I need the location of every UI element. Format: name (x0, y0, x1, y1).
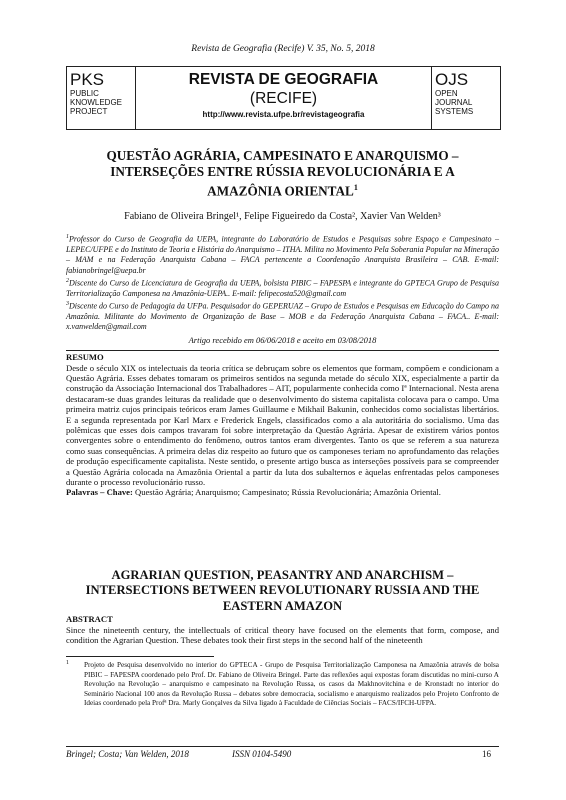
abstract-text: Since the nineteenth century, the intellectuals of critical theory have focused on the elements that form, compose, and condition the Agrarian Question. These debates took their first steps in the second half of the nineteenth (66, 624, 499, 645)
author-list: Fabiano de Oliveira Bringel¹, Felipe Figueiredo da Costa², Xavier Van Welden³ (124, 211, 441, 222)
affiliation-item (66, 232, 499, 276)
footnote (66, 661, 499, 709)
affiliation-mark: 2 (66, 277, 69, 284)
title-footnote-mark[interactable]: 1 (353, 183, 358, 192)
journal-title: REVISTA DE GEOGRAFIA (188, 71, 379, 88)
pkp-line: PROJECT (70, 107, 108, 116)
abstract-heading: ABSTRACT (66, 614, 113, 624)
footer-issn: ISSN 0104-5490 (232, 749, 292, 759)
journal-url-link[interactable]: http://www.revista.ufpe.br/revistageografia (202, 110, 365, 119)
keywords-label: Palavras – Chave: (66, 487, 133, 498)
footnote-text: Projeto de Pesquisa desenvolvido no interior do GPTECA - Grupo de Pesquisa Territorialização Camponesa na Amazônia através de bolsa PIBIC – FAPESPA coordenado pelo Prof. Dr. Fabiano de Oliveira Bringel. Parte das reflexões aqui expostas foram discutidas no mini-curso A Revolução na Revolução – anarquismo e campesinato na Revolução Russa, os casos da Makhnovitchina e de Kronstadt no interior do Seminário Nacional 100 anos da Revolução Russa – debates sobre democracia, socialismo e anarquismo realizados pelo Projeto Confronto de Ideias coordenado pela Profª Dra. Marly Gonçalves da Silva ligado à Faculdade de Ciências Sociais – FACS/IFCH-UFPA. (84, 661, 499, 707)
title-pt-line: INTERSEÇÕES ENTRE RÚSSIA REVOLUCIONÁRIA E A (110, 164, 455, 179)
page-footer (66, 746, 499, 761)
ojs-line: OPEN (435, 89, 458, 98)
affiliation-mark: 1 (66, 234, 69, 240)
pkp-logo-box (67, 67, 136, 129)
resumo-text: Desde o século XIX os intelectuais da teoria crítica se debruçam sobre os elementos que formam, compõem e condicionam a Questão Agrária. Esses debates tomaram os primeiros sentidos na segunda metade do século XIX, especialmente a partir da construção da Associação Internacional dos Trabalhadores – AIT, popularmente conhecida como Iª Internacional. Nesta arena destacaram-se duas grandes leituras da realidade que o desenvolvimento do sistema capitalista colocava para o campo. Uma primeira matriz cujos principais teóricos eram James Guillaume e Mikhail Bakunin, conhecidos como socialistas libertários. E a segunda representada por Karl Marx e Frederick Engels, classificados como a ala autoritária do socialismo. Uma das polêmicas que esses dois campos travaram foi sobre interpretação da Questão Agrária. Apesar de existirem vários pontos convergentes sobre o entendimento do fenômeno, outros tantos eram divergentes. Tanto os que se referem a sua natureza como suas consequências. A primeira delas diz respeito ao futuro que os camponeses teriam no aprofundamento das relações de produção especificamente capitalista. Neste sentido, o presente artigo busca as interseções possíveis para se compreender a Questão Agrária colocada na Amazônia Oriental a partir da luta dos subalternos e àquelas enfrentadas pelos camponeses durante o processo revolucionário russo. (66, 362, 499, 487)
affiliation-text: Discente do Curso de Pedagogia da UFPa. Pesquisador do GEPERUAZ – Grupo de Estudos e Pesquisas em Educação do Campo na Amazônia. Militante do Movimento de Organização de Base – MOB e da Federação Anarquista Cabana – FACA.. E-mail: x.vanwelden@gmail.com (66, 301, 499, 332)
title-pt-line-last (66, 180, 499, 199)
keywords-text: Questão Agrária; Anarquismo; Campesinato; Rússia Revolucionária; Amazônia Oriental. (132, 487, 441, 498)
keywords (66, 487, 499, 497)
affiliations (66, 232, 499, 333)
footnote-mark: 1 (66, 660, 69, 666)
affiliation-item (66, 299, 499, 333)
journal-subtitle: (RECIFE) (249, 90, 318, 107)
article-title-en (66, 568, 499, 614)
footnote-divider (66, 656, 214, 657)
resumo-section (66, 350, 499, 498)
ojs-line: SYSTEMS (435, 107, 474, 116)
page-number: 16 (482, 749, 491, 759)
journal-masthead (66, 66, 501, 130)
resumo-heading: RESUMO (66, 352, 104, 362)
journal-title-box (136, 67, 431, 119)
pkp-abbr: PKS (70, 70, 105, 89)
title-pt-line: QUESTÃO AGRÁRIA, CAMPESINATO E ANARQUISMO – (106, 148, 459, 163)
affiliation-text: Professor do Curso de Geografia da UEPA, integrante do Laboratório de Estudos e Pesquisas sobre Espaço e Campesinato – LEPEC/UFPE e do Instituto de Teoria e História do Anarquismo – ITHA. Milita no Movimento Pela Soberania Popular na Mineração – MAM e na Federação Anarquista Cabana – FACA pertencente a Coordenação Anarquista Brasileira – CAB. E-mail: fabianobringel@uepa.br (66, 234, 499, 275)
pkp-line: KNOWLEDGE (70, 98, 123, 107)
received-date: Artigo recebido em 06/06/2018 e aceito em 03/08/2018 (188, 335, 377, 345)
title-pt-line: AMAZÔNIA ORIENTAL (207, 183, 354, 199)
footer-authors: Bringel; Costa; Van Welden, 2018 (66, 749, 189, 759)
article-title-pt (66, 148, 499, 199)
ojs-logo-box (431, 67, 500, 129)
title-en-line: EASTERN AMAZON (222, 598, 343, 613)
abstract-section (66, 614, 499, 645)
affiliation-item (66, 276, 499, 299)
ojs-abbr: OJS (435, 70, 469, 89)
title-en-line: INTERSECTIONS BETWEEN REVOLUTIONARY RUSSIA AND THE (85, 583, 480, 598)
pkp-line: PUBLIC (70, 89, 99, 98)
affiliation-text: Discente do Curso de Licenciatura de Geografia da UEPA, bolsista PIBIC – FAPESPA e integrante do GPTECA Grupo de Pesquisa Territorialização Camponesa na Amazônia-UEPA.. E-mail: felipecosta520@gmail.com (66, 278, 499, 298)
running-head: Revista de Geografia (Recife) V. 35, No. 5, 2018 (191, 44, 375, 54)
affiliation-mark: 3 (66, 301, 69, 308)
ojs-line: JOURNAL (435, 98, 473, 107)
title-en-line: AGRARIAN QUESTION, PEASANTRY AND ANARCHISM – (111, 568, 454, 582)
